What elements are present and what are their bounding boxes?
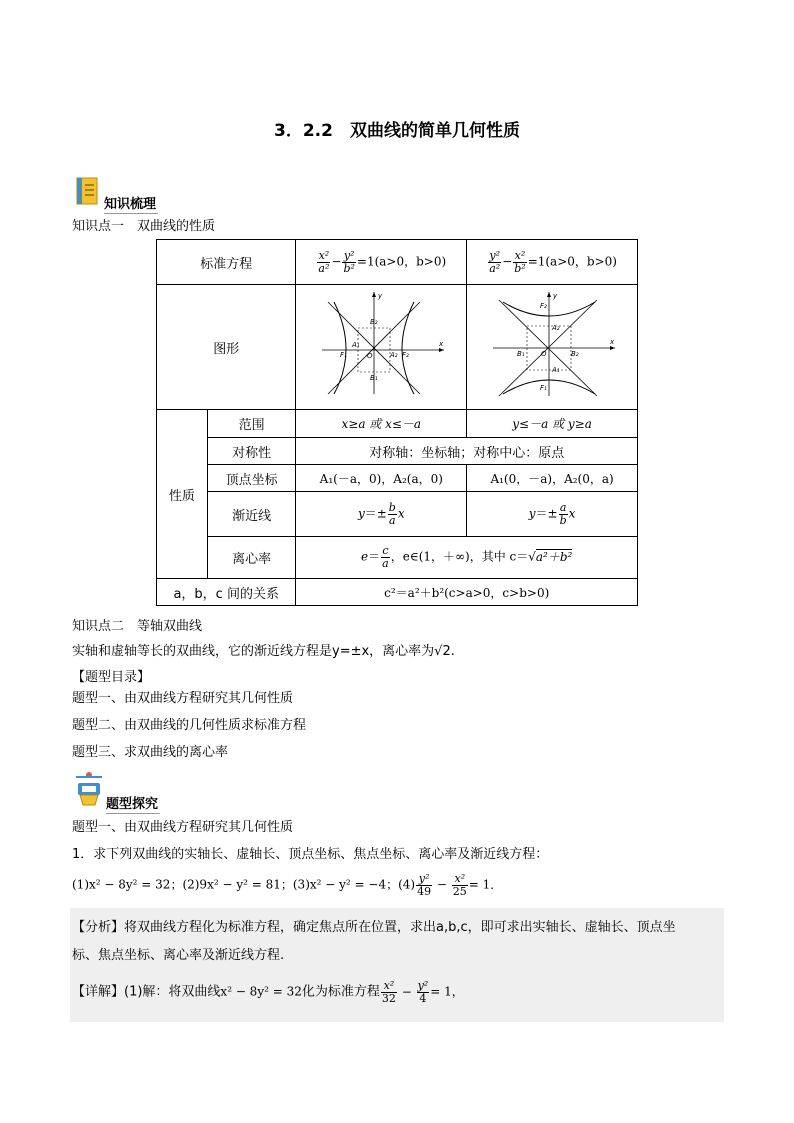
catalog-item-1: 题型一、由双曲线方程研究其几何性质 xyxy=(72,691,294,706)
catalog-item-2: 题型二、由双曲线的几何性质求标准方程 xyxy=(72,718,307,733)
svg-text:F₁: F₁ xyxy=(340,351,348,359)
range-2: y≤－a 或 y≥a xyxy=(467,410,638,438)
hyperbola-y-figure xyxy=(487,290,617,400)
svg-text:y: y xyxy=(553,292,558,300)
kp2-title: 知识点二 等轴双曲线 xyxy=(72,619,203,634)
svg-text:A₁: A₁ xyxy=(352,341,360,349)
row-std-label: 标准方程 xyxy=(157,240,296,285)
row-range-label: 范围 xyxy=(207,410,296,438)
problem-parts: (1)x² − 8y² = 32；(2)9x² − y² = 81；(3)x² − y² = −4；(4) $\frac{\text{y²}}{49}$ − $\frac{\text{x²}}{25}$ = 1． xyxy=(72,872,503,898)
detail-line: 【详解】(1)解：将双曲线x² − 8y² = 32化为标准方程 $\frac{\text{x²}}{32}$ − $\frac{\text{y²}}{4}$ = 1， xyxy=(72,979,464,1005)
asymptote-1: y＝± $\frac{b}{a}$ x xyxy=(296,492,467,537)
svg-text:y: y xyxy=(378,292,383,300)
vertex-2: A₁(0，－a)，A₂(0，a) xyxy=(467,465,638,492)
kp2-text: 实轴和虚轴等长的双曲线，它的渐近线方程是y=±x，离心率为√2. xyxy=(72,644,455,659)
type1-title: 题型一、由双曲线方程研究其几何性质 xyxy=(72,820,294,835)
properties-table xyxy=(156,239,638,606)
svg-text:B₂: B₂ xyxy=(370,318,378,326)
svg-text:B₂: B₂ xyxy=(571,350,579,358)
graph-horizontal xyxy=(296,285,467,410)
prop-group-label: 性质 xyxy=(157,410,208,579)
asymptote-2: y＝± $\frac{a}{b}$ x xyxy=(467,492,638,537)
svg-text:F₂: F₂ xyxy=(402,351,410,359)
svg-text:A₂: A₂ xyxy=(552,324,560,332)
std-eq-1: $\frac{\text{x²}}{\text{a²}}$ − $\frac{\text{y²}}{\text{b²}}$ =1(a>0，b>0) xyxy=(296,240,467,285)
problem-intro: 1．求下列双曲线的实轴长、虚轴长、顶点坐标、焦点坐标、离心率及渐近线方程： xyxy=(72,847,549,862)
ecc-value: e＝ $\frac{c}{a}$ ，e∈(1，＋∞)，其中 c＝√a²＋b² xyxy=(296,537,638,579)
svg-text:B₁: B₁ xyxy=(370,374,378,382)
svg-text:B₁: B₁ xyxy=(517,350,525,358)
graph-vertical xyxy=(467,285,638,410)
kp1-title: 知识点一 双曲线的性质 xyxy=(72,219,216,234)
catalog-item-3: 题型三、求双曲线的离心率 xyxy=(72,745,229,760)
row-vertex-label: 顶点坐标 xyxy=(207,465,296,492)
book-icon xyxy=(74,176,102,208)
explore-header: 题型探究 xyxy=(106,797,159,812)
row-graph-label: 图形 xyxy=(157,285,296,410)
row-asymptote-label: 渐近线 xyxy=(207,492,296,537)
analysis-line-1: 【分析】将双曲线方程化为标准方程，确定焦点所在位置，求出a,b,c，即可求出实轴长、虚轴长、顶点坐 xyxy=(72,920,676,935)
relation-value: c²＝a²＋b²(c>a>0，c>b>0) xyxy=(296,579,638,606)
svg-text:O: O xyxy=(367,352,373,360)
svg-text:x: x xyxy=(610,338,615,346)
hyperbola-x-figure xyxy=(316,290,446,400)
std-eq-2: $\frac{\text{y²}}{\text{a²}}$ − $\frac{\text{x²}}{\text{b²}}$ =1(a>0，b>0) xyxy=(467,240,638,285)
catalog-title: 【题型目录】 xyxy=(72,670,151,685)
row-symmetry-label: 对称性 xyxy=(207,438,296,465)
row-ecc-label: 离心率 xyxy=(207,537,296,579)
analysis-line-2: 标、焦点坐标、离心率及渐近线方程. xyxy=(72,948,285,963)
svg-text:A₁: A₁ xyxy=(552,366,560,374)
svg-text:F₂: F₂ xyxy=(540,302,547,310)
svg-text:F₁: F₁ xyxy=(540,384,547,392)
range-1: x≥a 或 x≤－a xyxy=(296,410,467,438)
svg-text:A₂: A₂ xyxy=(390,351,398,359)
row-relation-label: a，b，c 间的关系 xyxy=(157,579,296,606)
podium-icon xyxy=(72,771,106,807)
svg-text:O: O xyxy=(541,350,547,358)
knowledge-header: 知识梳理 xyxy=(104,197,157,212)
svg-text:x: x xyxy=(439,340,444,348)
symmetry-value: 对称轴：坐标轴；对称中心：原点 xyxy=(296,438,638,465)
page-title: 3．2.2 双曲线的简单几何性质 xyxy=(274,121,520,141)
vertex-1: A₁(－a，0)，A₂(a，0) xyxy=(296,465,467,492)
